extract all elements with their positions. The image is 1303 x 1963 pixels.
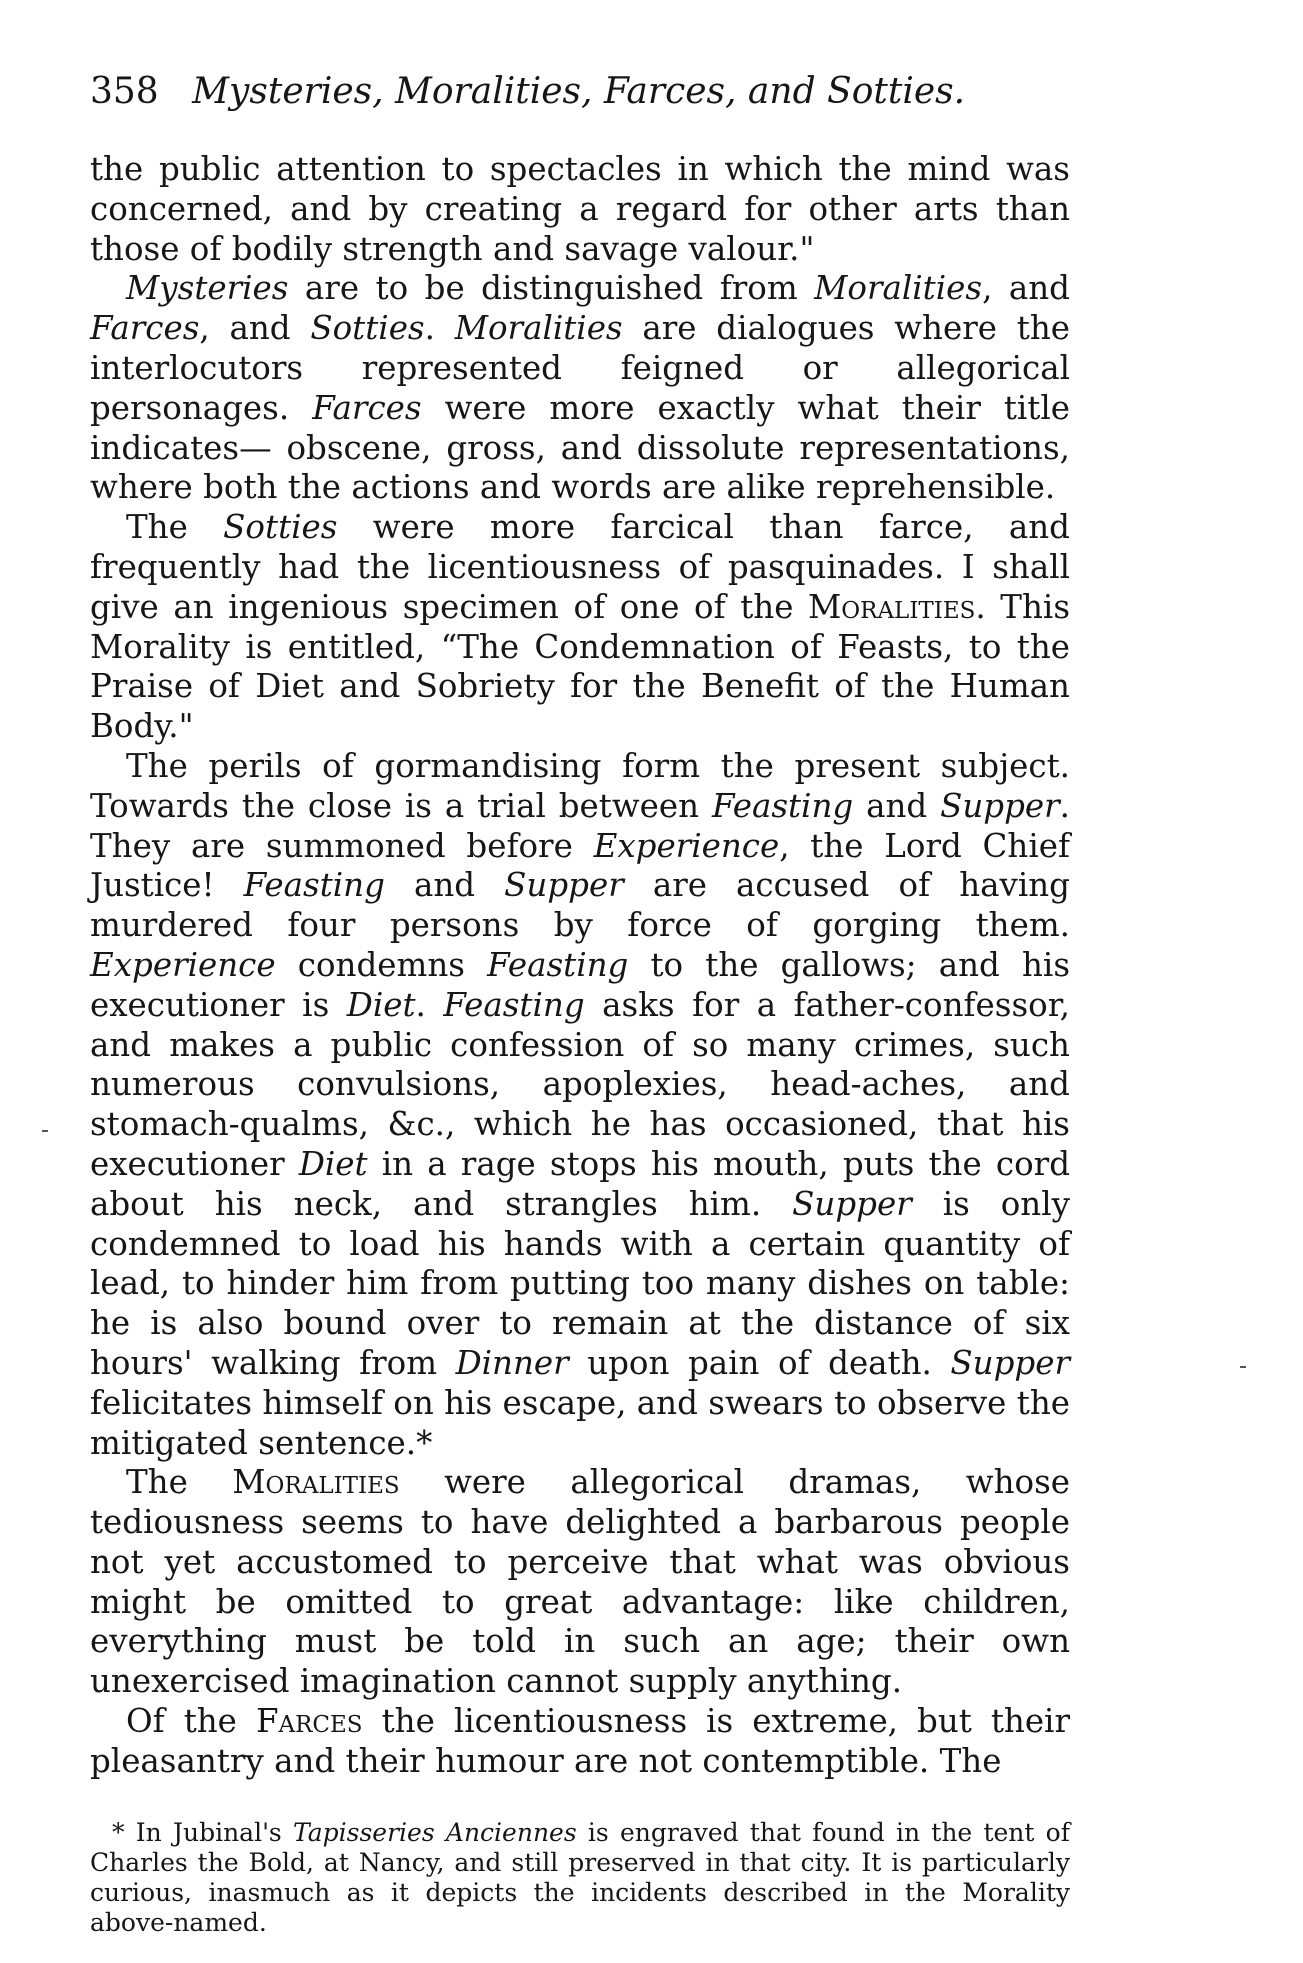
- paragraph-sotties: The Sotties were more farcical than farce, and frequently had the licentiousness of pasquinades. I shall give an ingenious specimen of one of the Moralities. This Morality is entitled, “The Condemnation of Feasts, to the Praise of Diet and Sobriety for the Benefit of the Human Body.": [90, 508, 1070, 746]
- running-title: Mysteries, Moralities, Farces, and Sotties.: [192, 71, 966, 112]
- page-number: 358: [90, 71, 159, 112]
- footnote: * In Jubinal's Tapisseries Anciennes is engraved that found in the tent of Charles the Bold, at Nancy, and still preserved in that city. It is particularly curious, inasmuch as it depicts the incidents described in the Morality above-named.: [90, 1817, 1070, 1937]
- paragraph-continuation: the public attention to spectacles in which the mind was concerned, and by creating a regard for other arts than those of bodily strength and savage valour.": [90, 150, 1070, 268]
- paragraph-moralities: The Moralities were allegorical dramas, whose tediousness seems to have delighted a barbarous people not yet accustomed to perceive that what was obvious might be omitted to great advantage: like children, everything must be told in such an age; their own unexercised imagination cannot supply anything.: [90, 1463, 1070, 1701]
- paragraph-perils: The perils of gormandising form the present subject. Towards the close is a trial between Feasting and Supper. They are summoned before Experience, the Lord Chief Justice! Feasting and Supper are accused of having murdered four persons by force of gorging them. Experience condemns Feasting to the gallows; and his executioner is Diet. Feasting asks for a father-confessor, and makes a public confession of so many crimes, such numerous convulsions, apoplexies, head-aches, and stomach-qualms, &c., which he has occasioned, that his executioner Diet in a rage stops his mouth, puts the cord about his neck, and strangles him. Supper is only condemned to load his hands with a certain quantity of lead, to hinder him from putting too many dishes on table: he is also bound over to remain at the distance of six hours' walking from Dinner upon pain of death. Supper felicitates himself on his escape, and swears to observe the mitigated sentence.*: [90, 746, 1071, 1462]
- running-header: [90, 70, 1070, 114]
- paragraph-farces: Of the Farces the licentiousness is extreme, but their pleasantry and their humour are not contemptible. The: [90, 1702, 1070, 1780]
- margin-mark-left: [42, 1130, 48, 1132]
- paragraph-mysteries: Mysteries are to be distinguished from Moralities, and Farces, and Sotties. Moralities are dialogues where the interlocutors represented feigned or allegorical personages. Farces were more exactly what their title indicates— obscene, gross, and dissolute representations, where both the actions and words are alike reprehensible.: [90, 269, 1070, 507]
- page: [90, 70, 1070, 1963]
- margin-mark-right: [1240, 1366, 1246, 1368]
